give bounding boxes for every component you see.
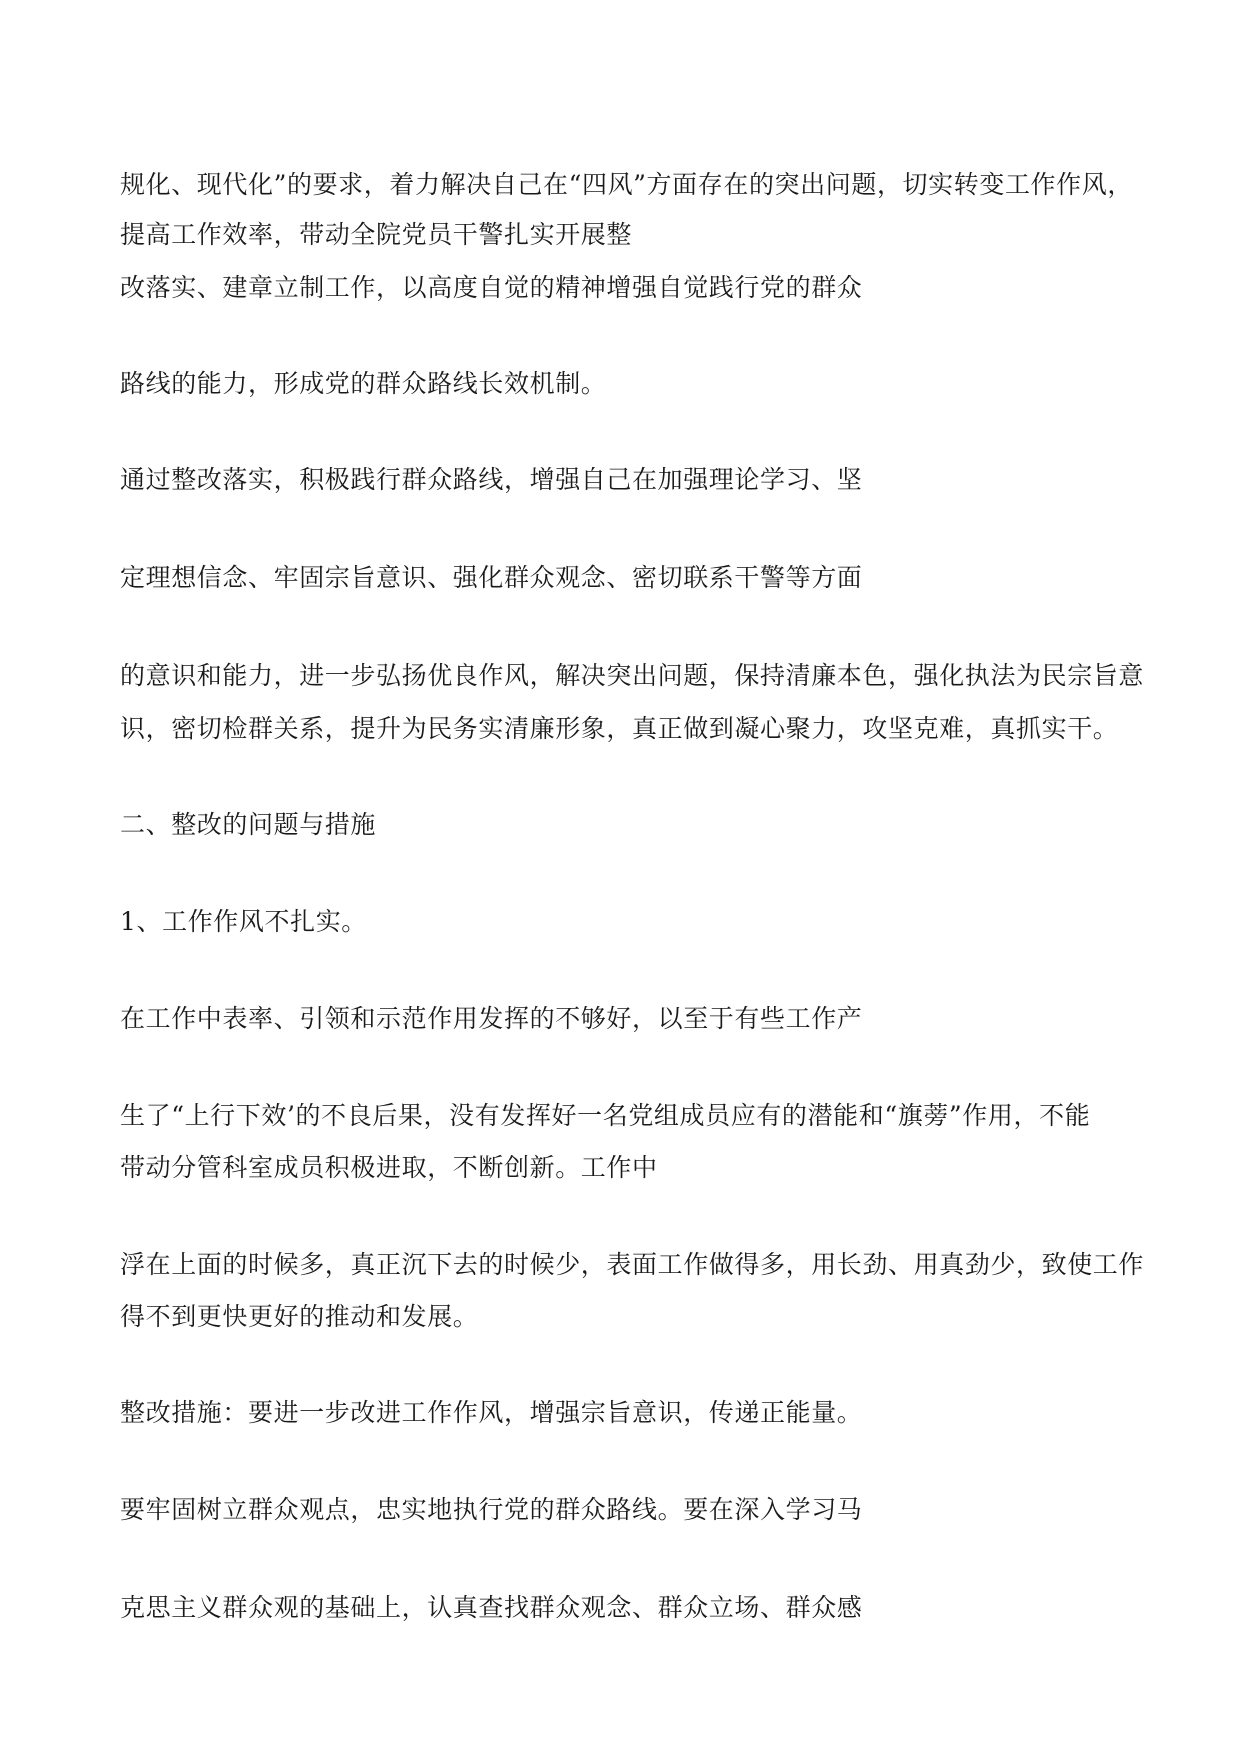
text-line: 的意识和能力，进一步弘扬优良作风，解决突出问题，保持清廉本色，强化执法为民宗旨意 xyxy=(120,661,1145,690)
text-line: 浮在上面的时候多，真正沉下去的时候少，表面工作做得多，用长劲、用真劲少，致使工作 xyxy=(120,1250,1145,1279)
text-line: 改落实、建章立制工作，以高度自觉的精神增强自觉践行党的群众 xyxy=(120,273,863,302)
text-line: 识，密切检群关系，提升为民务实清廉形象，真正做到凝心聚力，攻坚克难，真抓实干。 xyxy=(120,714,1119,743)
text-line: 规化、现代化”的要求，着力解决自己在“四风”方面存在的突出问题，切实转变工作作风， xyxy=(120,170,1133,199)
text-line: 通过整改落实，积极践行群众路线，增强自己在加强理论学习、坚 xyxy=(120,465,863,494)
text-line: 要牢固树立群众观点，忠实地执行党的群众路线。要在深入学习马 xyxy=(120,1495,863,1524)
text-line: 整改措施：要进一步改进工作作风，增强宗旨意识，传递正能量。 xyxy=(120,1398,863,1427)
subsection-heading: 1、工作作风不扎实。 xyxy=(120,907,367,936)
text-line: 克思主义群众观的基础上，认真查找群众观念、群众立场、群众感 xyxy=(120,1593,863,1622)
text-line: 生了“上行下效’的不良后果，没有发挥好一名党组成员应有的潜能和“旗蒡”作用，不能 xyxy=(120,1101,1091,1130)
section-heading: 二、整改的问题与措施 xyxy=(120,810,377,839)
text-line: 得不到更快更好的推动和发展。 xyxy=(120,1302,479,1331)
text-line: 带动分管科室成员积极进取，不断创新。工作中 xyxy=(120,1153,658,1182)
text-line: 在工作中表率、引领和示范作用发挥的不够好，以至于有些工作产 xyxy=(120,1004,863,1033)
text-line: 路线的能力，形成党的群众路线长效机制。 xyxy=(120,369,607,398)
text-line: 提高工作效率，带动全院党员干警扎实开展整 xyxy=(120,220,633,249)
text-line: 定理想信念、牢固宗旨意识、强化群众观念、密切联系干警等方面 xyxy=(120,563,863,592)
